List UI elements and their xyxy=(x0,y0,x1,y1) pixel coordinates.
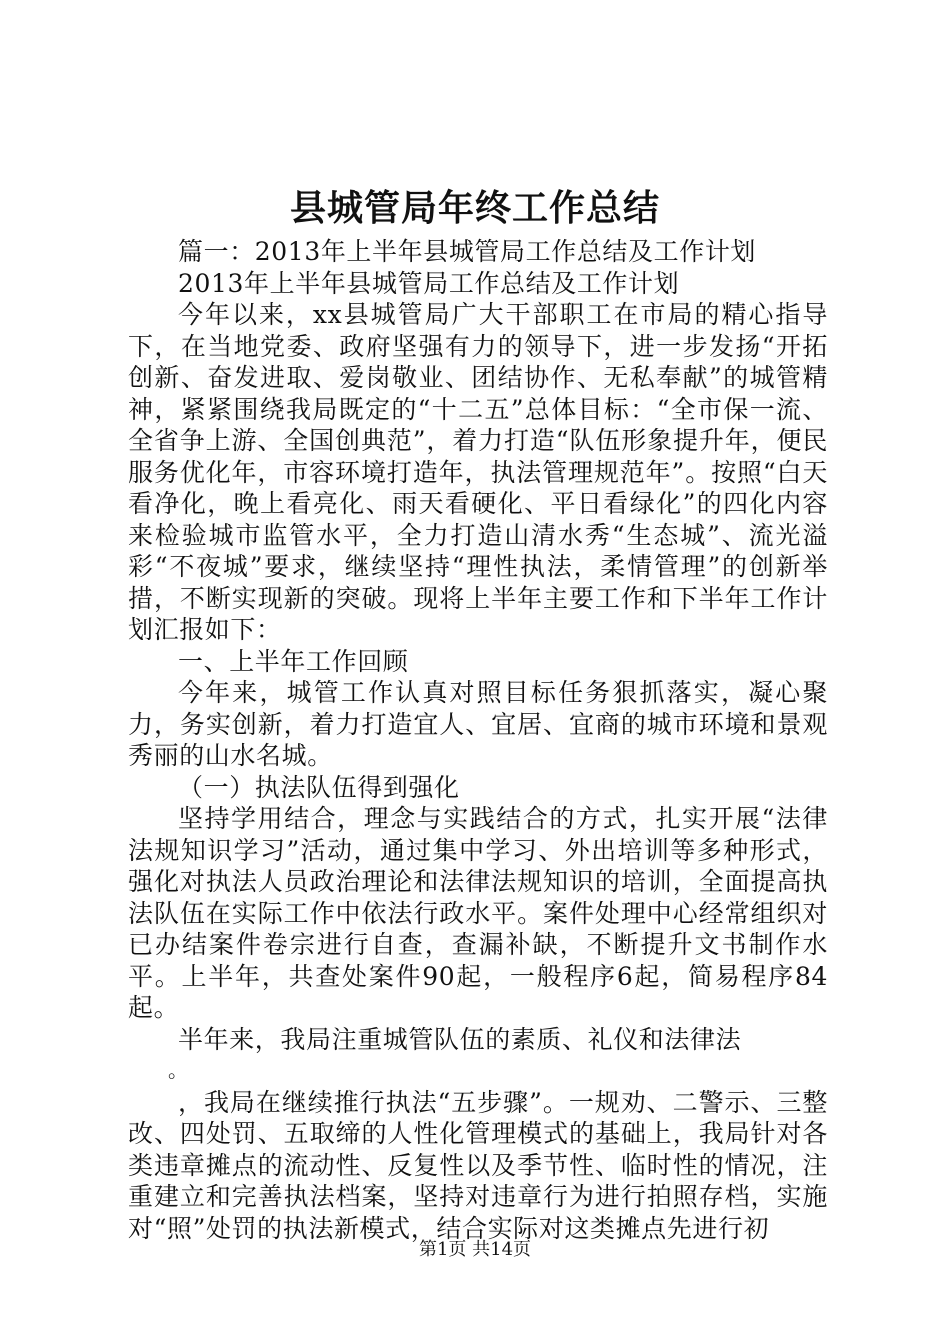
page-number: 第1页 共14页 xyxy=(418,1239,532,1260)
paragraph-quality: 半年来，我局注重城管队伍的素质、礼仪和法律法 xyxy=(178,1024,742,1054)
paragraph-enforcement: ，我局在继续推行执法“五步骤”。一规劝、二警示、三整改、四处罚、五取缔的人性化管理模式的基础上，我局针对各类违章摊点的流动性、反复性以及季节性、临时性的情况，注重建立和完善执法档案，坚持对违章行为进行拍照存档，实施对“照”处罚的执法新模式，结合实际对这类摊点先进行初 xyxy=(128,1087,828,1243)
paragraph-team: 坚持学用结合，理念与实践结合的方式，扎实开展“法律法规知识学习”活动，通过集中学习、外出培训等多种形式，强化对执法人员政治理论和法律法规知识的培训，全面提高执法队伍在实际工作中依法行政水平。案件处理中心经常组织对已办结案件卷宗进行自查，查漏补缺，不断提升文书制作水平。上半年，共查处案件90起，一般程序6起，简易程序84起。 xyxy=(128,804,828,1022)
paragraph-intro: 今年以来，xx县城管局广大干部职工在市局的精心指导下，在当地党委、政府坚强有力的领导下，进一步发扬“开拓创新、奋发进取、爱岗敬业、团结协作、无私奉献”的城管精神，紧紧围绕我局既定的“十二五”总体目标：“全市保一流、全省争上游、全国创典范”，着力打造“队伍形象提升年，便民服务优化年，市容环境打造年，执法管理规范年”。按照“白天看净化，晚上看亮化、雨天看硬化、平日看绿化”的四化内容来检验城市监管水平，全力打造山清水秀“生态城”、流光溢彩“不夜城”要求，继续坚持“理性执法，柔情管理”的创新举措，不断实现新的突破。现将上半年主要工作和下半年工作计划汇报如下： xyxy=(128,300,828,644)
paragraph-fragment: 。 xyxy=(168,1058,189,1082)
paragraph-review: 今年来，城管工作认真对照目标任务狠抓落实，凝心聚力，务实创新，着力打造宜人、宜居、宜商的城市环境和景观秀丽的山水名城。 xyxy=(128,678,828,770)
paragraph-subtitle-2: 2013年上半年县城管局工作总结及工作计划 xyxy=(178,268,680,298)
document-title: 县城管局年终工作总结 xyxy=(289,187,660,229)
subsection-heading-1: （一）执法队伍得到强化 xyxy=(178,772,460,802)
paragraph-subtitle-1: 篇一：2013年上半年县城管局工作总结及工作计划 xyxy=(178,237,757,266)
document-body xyxy=(128,236,828,1244)
section-heading-1: 一、上半年工作回顾 xyxy=(178,646,409,676)
